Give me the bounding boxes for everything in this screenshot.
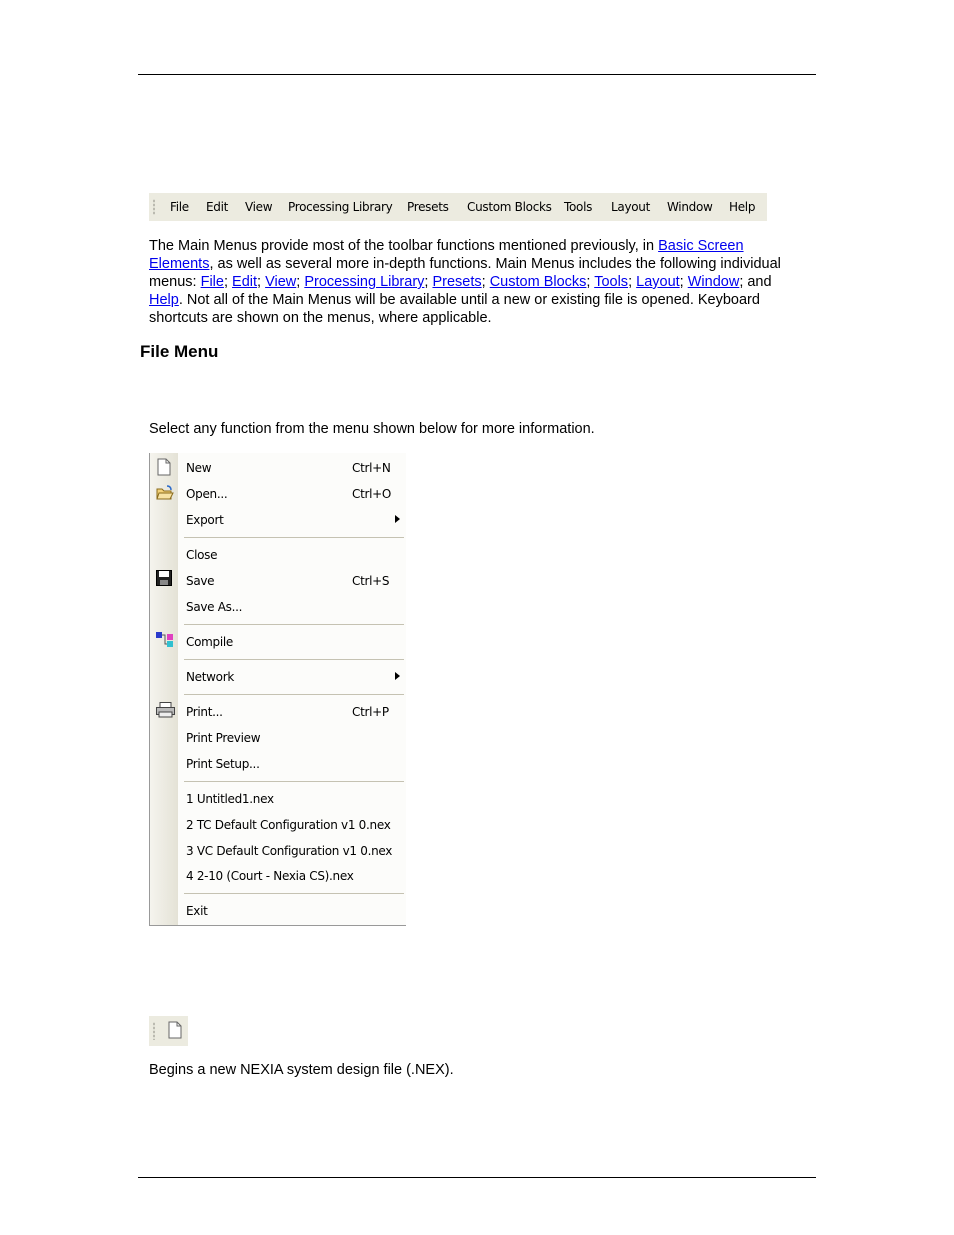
menu-item-save[interactable]: Save [186, 574, 215, 588]
menu-item-close[interactable]: Close [186, 548, 218, 562]
intro-text: ; and [739, 274, 772, 290]
printer-icon [156, 702, 176, 718]
menu-item-recent-4[interactable]: 4 2-10 (Court - Nexia CS).nex [186, 869, 354, 883]
menu-item-open[interactable]: Open... [186, 487, 228, 501]
menu-item-recent-2[interactable]: 2 TC Default Configuration v1 0.nex [186, 818, 391, 832]
menu-item-print-preview[interactable]: Print Preview [186, 731, 261, 745]
menu-icon-gutter [150, 453, 178, 925]
intro-text: . Not all of the Main Menus will be available until a new or existing file is opened. Keyboard shortcuts are shown on the menus, where applicable. [149, 292, 760, 326]
menu-item-network[interactable]: Network [186, 670, 235, 684]
menu-item-exit[interactable]: Exit [186, 904, 208, 918]
section-title: File Menu [140, 342, 219, 361]
header-rule [138, 74, 816, 75]
menu-separator [184, 537, 404, 538]
shortcut-print: Ctrl+P [352, 705, 389, 719]
menu-tools[interactable]: Tools [564, 200, 593, 214]
menu-separator [184, 694, 404, 695]
footer-rule [138, 1177, 816, 1178]
menu-separator [184, 624, 404, 625]
submenu-arrow-icon [395, 515, 400, 523]
menu-processing-library[interactable]: Processing Library [288, 200, 393, 214]
grip-handle-icon [153, 1022, 155, 1040]
menu-custom-blocks[interactable]: Custom Blocks [467, 200, 552, 214]
menu-presets[interactable]: Presets [407, 200, 449, 214]
link-processing-library[interactable]: Processing Library [304, 274, 425, 290]
link-custom-blocks[interactable]: Custom Blocks [489, 274, 587, 290]
file-menu [149, 453, 406, 926]
menu-file[interactable]: File [170, 200, 189, 214]
new-toolbar-button [149, 1016, 188, 1046]
menu-view[interactable]: View [245, 200, 273, 214]
new-file-icon [156, 458, 172, 476]
shortcut-open: Ctrl+O [352, 487, 392, 501]
link-basic-screen-elements[interactable]: Basic Screen Elements [149, 238, 744, 272]
intro-paragraph: The Main Menus provide most of the toolbar functions mentioned previously, in Basic Screen Elements, as well as several more in-depth functions. Main Menus includes the following individual menus: File; Edit; View; Processing Library; Presets; Custom Blocks; Tools; Layout; Window; and Help. Not all of the Main Menus will be available until a new or existing file is opened. Keyboard shortcuts are shown on the menus, where applicable. [149, 238, 781, 326]
grip-handle-icon [153, 199, 155, 215]
link-window[interactable]: Window [687, 274, 740, 290]
shortcut-save: Ctrl+S [352, 574, 390, 588]
link-view[interactable]: View [265, 274, 297, 290]
menu-item-print-setup[interactable]: Print Setup... [186, 757, 260, 771]
menu-item-recent-1[interactable]: 1 Untitled1.nex [186, 792, 274, 806]
intro-text: , as well as several more in-depth functions. Main Menus includes the following individual menus: [149, 256, 781, 290]
menu-item-export[interactable]: Export [186, 513, 224, 527]
menu-item-recent-3[interactable]: 3 VC Default Configuration v1 0.nex [186, 844, 393, 858]
open-folder-icon [156, 485, 174, 501]
menu-item-new[interactable]: New [186, 461, 212, 475]
menu-separator [184, 781, 404, 782]
menu-help[interactable]: Help [729, 200, 756, 214]
link-tools[interactable]: Tools [594, 274, 629, 290]
link-edit[interactable]: Edit [232, 274, 258, 290]
shortcut-new: Ctrl+N [352, 461, 391, 475]
menu-separator [184, 659, 404, 660]
menu-edit[interactable]: Edit [206, 200, 229, 214]
new-file-icon [167, 1021, 183, 1039]
menu-window[interactable]: Window [667, 200, 713, 214]
link-layout[interactable]: Layout [636, 274, 680, 290]
new-description: Begins a new NEXIA system design file (.NEX). [149, 1062, 454, 1078]
compile-icon [156, 631, 176, 647]
menu-item-save-as[interactable]: Save As... [186, 600, 243, 614]
link-file[interactable]: File [200, 274, 224, 290]
main-menu-bar [149, 193, 767, 221]
select-instruction: Select any function from the menu shown below for more information. [149, 421, 595, 437]
menu-item-compile[interactable]: Compile [186, 635, 233, 649]
menu-item-print[interactable]: Print... [186, 705, 223, 719]
link-presets[interactable]: Presets [432, 274, 482, 290]
save-disk-icon [156, 570, 172, 586]
intro-text: The Main Menus provide most of the toolbar functions mentioned previously, in [149, 238, 659, 254]
menu-separator [184, 893, 404, 894]
link-help[interactable]: Help [149, 292, 179, 308]
submenu-arrow-icon [395, 672, 400, 680]
menu-layout[interactable]: Layout [611, 200, 650, 214]
